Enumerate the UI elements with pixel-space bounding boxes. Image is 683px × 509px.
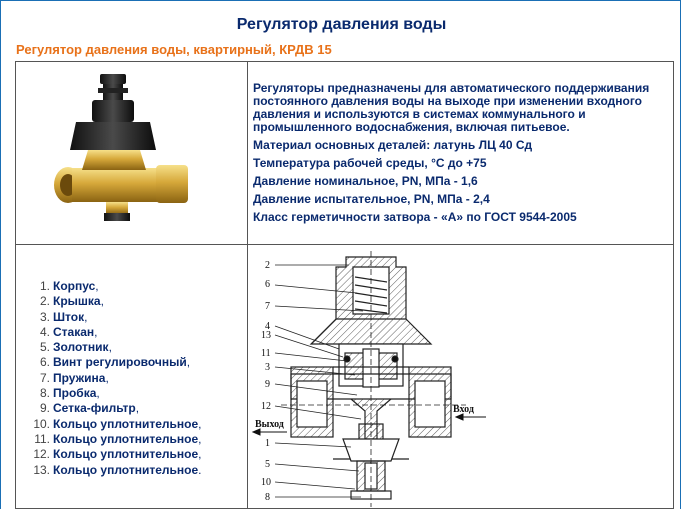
part-number: 9. xyxy=(39,401,50,416)
page-title: Регулятор давления воды xyxy=(236,16,447,33)
list-item xyxy=(26,325,201,340)
part-suffix: , xyxy=(135,401,140,416)
callout-label: 10 xyxy=(261,477,271,488)
list-item xyxy=(26,463,201,478)
callout-label: 5 xyxy=(265,459,270,470)
callout-label: 13 xyxy=(261,330,271,341)
spec-tightness-class: Класс герметичности затвора - «А» по ГОСТ 9544-2005 xyxy=(253,210,577,224)
list-item xyxy=(26,371,201,386)
part-name: Кольцо уплотнительное xyxy=(53,431,199,446)
part-suffix: , xyxy=(84,309,88,324)
part-name: Крышка xyxy=(53,294,101,309)
outlet-label: Выход xyxy=(255,419,284,430)
list-item xyxy=(26,417,201,432)
parts-list xyxy=(26,279,201,478)
part-suffix: , xyxy=(94,324,98,339)
list-item xyxy=(26,432,201,447)
part-name: Пробка xyxy=(53,386,97,401)
part-number: 13. xyxy=(33,462,50,477)
product-photo xyxy=(48,70,198,225)
product-description xyxy=(253,82,665,229)
list-item xyxy=(26,340,201,355)
part-number: 7. xyxy=(39,370,50,385)
callout-label: 6 xyxy=(265,279,270,290)
list-item xyxy=(26,355,201,370)
part-name: Кольцо уплотнительное xyxy=(53,447,199,462)
part-name: Кольцо уплотнительное xyxy=(53,462,199,477)
callout-label: 7 xyxy=(265,301,270,312)
table-divider-vertical xyxy=(247,61,248,509)
part-number: 6. xyxy=(39,355,50,370)
product-subtitle: Регулятор давления воды, квартирный, КРДВ 15 xyxy=(16,42,332,57)
part-number: 2. xyxy=(39,294,50,309)
part-suffix: , xyxy=(108,340,112,355)
callout-label: 8 xyxy=(265,492,270,503)
callout-label: 9 xyxy=(265,379,270,390)
part-name: Кольцо уплотнительное xyxy=(53,416,199,431)
part-suffix: , xyxy=(198,416,202,431)
list-item xyxy=(26,386,201,401)
table-divider-horizontal xyxy=(15,244,674,245)
callout-label: 3 xyxy=(265,362,270,373)
part-suffix: , xyxy=(186,355,191,370)
part-number: 3. xyxy=(39,309,50,324)
part-suffix: , xyxy=(105,370,109,385)
callout-label: 2 xyxy=(265,260,270,271)
list-item xyxy=(26,279,201,294)
callout-label: 11 xyxy=(261,348,271,359)
inlet-label: Вход xyxy=(453,404,474,415)
list-item xyxy=(26,294,201,309)
part-suffix: , xyxy=(95,279,99,293)
part-suffix: , xyxy=(198,431,202,446)
part-number: 10. xyxy=(33,416,50,431)
part-suffix: , xyxy=(100,294,104,309)
part-number: 8. xyxy=(39,386,50,401)
callout-label: 1 xyxy=(265,438,270,449)
part-suffix: , xyxy=(96,386,100,401)
list-item xyxy=(26,401,201,416)
spec-nominal-pressure: Давление номинальное, PN, МПа - 1,6 xyxy=(253,174,478,188)
list-item xyxy=(26,447,201,462)
cross-section-drawing xyxy=(251,249,671,509)
spec-test-pressure: Давление испытательное, PN, МПа - 2,4 xyxy=(253,192,490,206)
list-item xyxy=(26,310,201,325)
spec-material: Материал основных деталей: латунь ЛЦ 40 Сд xyxy=(253,138,533,152)
part-name: Стакан xyxy=(53,324,95,339)
part-name: Шток xyxy=(53,309,85,324)
part-suffix: , xyxy=(198,447,202,462)
part-suffix: . xyxy=(198,462,202,477)
part-number: 12. xyxy=(33,447,50,462)
part-number: 5. xyxy=(39,340,50,355)
part-name: Корпус xyxy=(53,279,96,293)
part-name: Винт регулировочный xyxy=(53,355,187,370)
spec-temperature: Температура рабочей среды, °С до +75 xyxy=(253,156,487,170)
part-name: Сетка-фильтр xyxy=(53,401,136,416)
callout-label: 12 xyxy=(261,401,271,412)
part-name: Пружина xyxy=(53,370,106,385)
part-number: 11. xyxy=(34,431,50,446)
part-number: 4. xyxy=(39,324,50,339)
part-number: 1. xyxy=(39,279,50,293)
part-name: Золотник xyxy=(53,340,109,355)
callout-label: 4 xyxy=(265,321,270,332)
description-paragraph: Регуляторы предназначены для автоматического поддерживания постоянного давления воды на выходе при изменении входного давления и используются в системах коммунального и промышленного водоснабжения, включая питьевое. xyxy=(253,81,650,134)
